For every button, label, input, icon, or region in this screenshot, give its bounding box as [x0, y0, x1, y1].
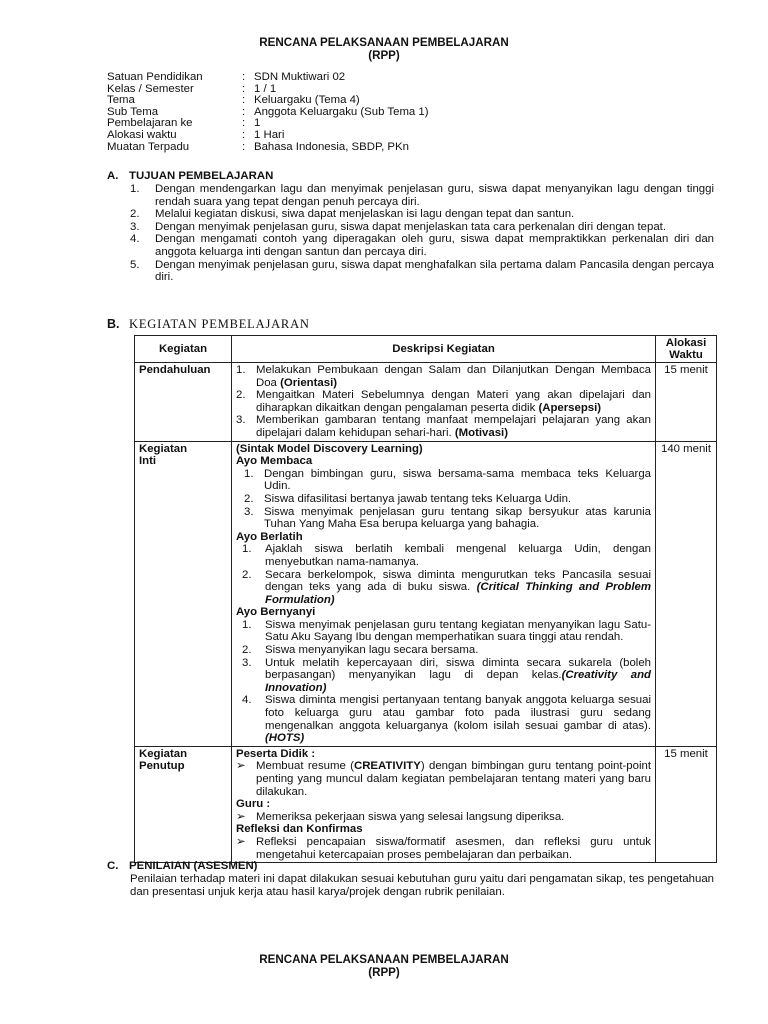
stage-duration: 15 menit: [656, 363, 717, 442]
stage-duration: 15 menit: [656, 746, 717, 862]
footer-line-1: RENCANA PELAKSANAAN PEMBELAJARAN: [259, 953, 509, 966]
item-text: Melalui kegiatan diskusi, siwa dapat menjelaskan isi lagu dengan tepat dan santun.: [155, 208, 575, 221]
meta-key: Muatan Terpadu: [107, 140, 190, 153]
item-text: Siswa menyimak penjelasan guru tentang kegiatan menyanyikan lagu Satu-Satu Aku Sayang Ibu dengan memperhatikan suara tinggi atau rendah.: [265, 618, 651, 644]
footer-title: [0, 953, 768, 979]
guru-list: [236, 811, 651, 824]
table-row: [135, 363, 717, 442]
stage-duration: 140 menit: [656, 441, 717, 746]
list-item: [130, 183, 714, 208]
list-item: [236, 644, 651, 657]
item-text: Ajaklah siswa berlatih kembali mengenal keluarga Udin, dengan menyebutkan nama-namanya.: [265, 543, 651, 568]
item-number: 4.: [130, 233, 140, 246]
item-number: 2.: [242, 644, 252, 657]
subheading-membaca: Ayo Membaca: [236, 455, 313, 468]
item-text: Mengaitkan Materi Sebelumnya dengan Materi yang akan dipelajari dan diharapkan dikaitkan dengan pengalaman peserta didik: [256, 389, 651, 414]
item-number: 4.: [242, 694, 252, 707]
list-item: [130, 208, 714, 221]
meta-row: [107, 130, 429, 142]
item-tag: (Motivasi): [454, 426, 508, 439]
peserta-list: [236, 760, 651, 798]
list-item: [130, 259, 714, 284]
arrow-bullet-icon: ➢: [236, 760, 246, 773]
item-text: Siswa menyanyikan lagu secara bersama.: [265, 644, 479, 657]
table-row: [135, 746, 717, 862]
item-text: Siswa diminta mengisi pertanyaan tentang banyak anggota keluarga sesuai foto keluarga guru atau gambar foto pada ilustrasi guru sedang mengenalkan anggota keluarganya (kolom isilah sesuai gambar di atas).: [265, 694, 651, 732]
meta-row: [107, 142, 429, 154]
meta-value: Keluargaku (Tema 4): [254, 94, 360, 107]
section-title: PENILAIAN (ASESMEN): [129, 860, 258, 872]
section-title: TUJUAN PEMBELAJARAN: [129, 170, 274, 182]
item-number: 1.: [242, 543, 252, 556]
identity-block: [107, 72, 429, 153]
item-number: 1.: [244, 467, 254, 480]
item-text: Untuk melatih kepercayaan diri, siswa diminta secara sukarela (boleh berpasangan) menyanyikan lagu di depan kelas.: [265, 656, 651, 682]
item-number: 3.: [244, 505, 254, 518]
list-item: [236, 657, 651, 695]
subheading-guru: Guru :: [236, 798, 271, 811]
document-title: [0, 36, 768, 62]
list-item: [130, 221, 714, 234]
section-a-heading: [107, 170, 273, 183]
section-letter: C.: [107, 860, 119, 872]
intro-list: [236, 364, 651, 440]
item-text: Memberikan gambaran tentang manfaat mempelajari pelajaran yang akan dipelajari dalam kehidupan sehari-hari.: [256, 414, 651, 439]
section-b-heading: [107, 318, 310, 331]
stage-label-line: Kegiatan: [139, 442, 188, 455]
item-text: Dengan menyimak penjelasan guru, siswa dapat menghafalkan sila pertama dalam Pancasila dengan percaya diri.: [155, 258, 714, 284]
item-text: Siswa menyimak penjelasan guru tentang sikap bersyukur atas karunia Tuhan Yang Maha Esa berupa keluarga yang bahagia.: [264, 505, 651, 531]
footer-line-2: (RPP): [368, 966, 400, 979]
list-item: [236, 543, 651, 568]
item-number: 5.: [130, 258, 140, 271]
meta-colon: :: [242, 128, 246, 141]
item-number: 3.: [130, 220, 140, 233]
bernyanyi-list: [236, 619, 651, 745]
membaca-list: [236, 468, 651, 531]
stage-description: [232, 746, 656, 862]
list-item: [236, 694, 651, 744]
meta-value: 1 / 1: [254, 82, 277, 95]
header-alokasi: Alokasi Waktu: [656, 336, 717, 363]
item-number: 1.: [236, 364, 246, 376]
stage-label: [135, 746, 232, 862]
section-c-heading: [107, 860, 257, 873]
meta-value: Bahasa Indonesia, SBDP, PKn: [254, 140, 409, 153]
table-row: [135, 441, 717, 746]
list-item: [236, 569, 651, 607]
subheading-peserta: Peserta Didik :: [236, 747, 316, 760]
objectives-list: [130, 183, 714, 284]
item-tag: (Orientasi): [280, 376, 338, 389]
section-letter: B.: [107, 317, 120, 331]
item-tag: (Apersepsi): [538, 401, 602, 414]
stage-label-line: Kegiatan: [139, 747, 188, 760]
berlatih-list: [236, 543, 651, 606]
title-line-2: (RPP): [368, 49, 400, 62]
item-number: 2.: [236, 389, 246, 402]
item-number: 1.: [130, 183, 140, 195]
arrow-bullet-icon: ➢: [236, 835, 246, 848]
item-text: Memeriksa pekerjaan siswa yang selesai langsung diperiksa.: [256, 810, 565, 823]
item-text: Melakukan Pembukaan dengan Salam dan Dilanjutkan Dengan Membaca Doa: [256, 364, 651, 389]
section-letter: A.: [107, 170, 119, 182]
item-text: Dengan bimbingan guru, siswa bersama-sama membaca teks Keluarga Udin.: [264, 467, 651, 493]
item-text: Dengan mendengarkan lagu dan menyimak penjelasan guru, siswa dapat menyanyikan lagu dengan tinggi rendah suara yang tepat dengan penuh percaya diri.: [155, 183, 714, 208]
item-tag: (Critical Thinking and Problem Formulation): [265, 581, 651, 606]
list-item: [236, 760, 651, 798]
item-text: Dengan menyimak penjelasan guru, siswa dapat menjelaskan tata cara perkenalan diri dengan tepat.: [155, 220, 666, 233]
meta-value: SDN Muktiwari 02: [254, 71, 346, 83]
subheading-refleksi: Refleksi dan Konfirmas: [236, 823, 363, 836]
item-number: 3.: [236, 414, 246, 427]
list-item: [236, 619, 651, 644]
section-title: KEGIATAN PEMBELAJARAN: [129, 317, 310, 331]
stage-label: Pendahuluan: [135, 363, 232, 442]
header-deskripsi: Deskripsi Kegiatan: [232, 336, 656, 363]
stage-description: [232, 363, 656, 442]
stage-label-line: Penutup: [139, 760, 185, 773]
activities-table: [134, 335, 717, 863]
meta-key: Pembelajaran ke: [107, 117, 193, 130]
item-text: Siswa difasilitasi bertanya jawab tentang teks Keluarga Udin.: [264, 492, 572, 505]
title-line-1: RENCANA PELAKSANAAN PEMBELAJARAN: [259, 36, 509, 49]
item-tag: CREATIVITY: [353, 760, 421, 773]
arrow-bullet-icon: ➢: [236, 810, 246, 823]
list-item: [236, 364, 651, 389]
list-item: [236, 389, 651, 414]
subheading-bernyanyi: Ayo Bernyanyi: [236, 606, 316, 619]
meta-value: 1: [254, 117, 261, 130]
meta-key: Tema: [107, 94, 135, 107]
list-item: [244, 506, 651, 531]
subheading-berlatih: Ayo Berlatih: [236, 530, 303, 543]
meta-colon: :: [242, 105, 246, 118]
model-syntax: (Sintak Model Discovery Learning): [236, 442, 423, 455]
item-number: 1.: [242, 618, 252, 631]
meta-value: 1 Hari: [254, 128, 285, 141]
list-item: [236, 414, 651, 439]
assessment-text: Penilaian terhadap materi ini dapat dilakukan sesuai kebutuhan guru yaitu dari pengamatan sikap, tes pengetahuan dan presentasi unjuk kerja atau hasil karya/projek dengan rubrik penilaian.: [130, 873, 714, 898]
meta-colon: :: [242, 71, 246, 83]
header-kegiatan: Kegiatan: [135, 336, 232, 363]
stage-description: [232, 441, 656, 746]
item-text: ) dengan bimbingan guru tentang point-point penting yang muncul dalam kegiatan pembelajaran tentang materi yang baru dilakukan.: [256, 760, 652, 798]
list-item: [130, 233, 714, 258]
meta-key: Alokasi waktu: [107, 128, 177, 141]
table-header-row: [135, 336, 717, 363]
item-number: 2.: [130, 208, 140, 221]
item-number: 3.: [242, 656, 252, 669]
list-item: [236, 811, 651, 824]
meta-colon: :: [242, 140, 246, 153]
item-number: 2.: [242, 568, 252, 581]
meta-colon: :: [242, 117, 246, 130]
meta-colon: :: [242, 94, 246, 107]
item-text: Secara berkelompok, siswa diminta mengurutkan teks Pancasila sesuai dengan teks yang ada di buku siswa.: [265, 568, 651, 594]
item-number: 2.: [244, 492, 254, 505]
item-text: Dengan mengamati contoh yang diperagakan oleh guru, siswa dapat mempraktikkan perkenalan diri dan anggota keluarga inti dengan santun dan percaya diri.: [155, 233, 714, 258]
meta-key: Satuan Pendidikan: [107, 71, 203, 83]
refleksi-list: [236, 836, 651, 861]
list-item: [236, 836, 651, 861]
stage-label: [135, 441, 232, 746]
item-tag: (Creativity and Innovation): [265, 669, 652, 694]
meta-value: Anggota Keluargaku (Sub Tema 1): [254, 105, 429, 118]
item-tag: (HOTS): [265, 732, 305, 745]
stage-label-line: Inti: [139, 455, 157, 468]
item-text: Refleksi pencapaian siswa/formatif asesmen, dan refleksi guru untuk mengetahui ketercapaian proses pembelajaran dan perbaikan.: [256, 835, 651, 861]
meta-key: Sub Tema: [107, 105, 159, 118]
list-item: [244, 493, 651, 506]
list-item: [244, 468, 651, 493]
item-text: Membuat resume (: [256, 760, 354, 773]
meta-row: [107, 72, 429, 84]
meta-colon: :: [242, 82, 246, 95]
meta-key: Kelas / Semester: [107, 82, 194, 95]
